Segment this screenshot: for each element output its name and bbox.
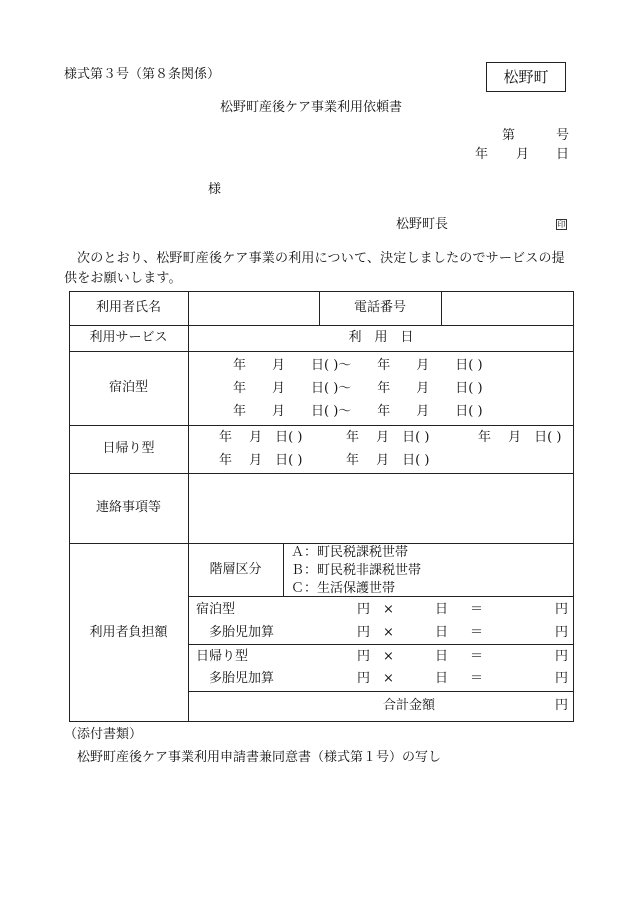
issuer-name: 松野町長 [396,217,449,232]
tier-label: 階層区分 [209,562,262,577]
fee-row-day-multi-yen-2: 円 [555,671,569,686]
fee-row-stay-multi-yen-1: 円 [357,625,371,640]
contact-notes-label: 連絡事項等 [95,500,161,515]
day-date-slot-5[interactable]: 年 月 日( ) [346,453,430,468]
fee-row-stay-multi-yen-2: 円 [555,625,569,640]
attachment-item: 松野町産後ケア事業利用申請書兼同意書（様式第１号）の写し [77,750,442,765]
fee-row-day-label: 日帰り型 [196,649,249,664]
number-go: 号 [556,128,570,143]
intro-paragraph: 次のとおり、松野町産後ケア事業の利用について、決定しましたのでサービスの提供をお願いします。 [64,251,565,286]
tier-b[interactable]: Ｂ：町民税非課税世帯 [291,563,422,578]
day-type-label: 日帰り型 [102,441,155,456]
fee-row-stay-equals: ＝ [470,602,484,617]
request-table [69,291,574,722]
stay-type-label: 宿泊型 [108,380,148,395]
fee-row-day-equals: ＝ [470,649,484,664]
fee-row-day-multi-times: × [383,671,394,686]
day-date-slot-3[interactable]: 年 月 日( ) [478,430,562,445]
attachment-label: （添付書類） [64,727,143,742]
fee-row-stay-multi-label: 多胎児加算 [209,625,275,640]
fee-row-stay-days: 日 [435,602,449,617]
tier-a[interactable]: Ａ：町民税課税世帯 [291,545,409,560]
number-dai: 第 [502,128,516,143]
fee-row-day-multi-yen-1: 円 [357,671,371,686]
contact-notes-field[interactable] [189,474,573,543]
date-day: 日 [556,147,570,162]
user-name-label: 利用者氏名 [95,300,161,315]
total-yen: 円 [555,698,569,713]
date-year: 年 [475,147,489,162]
stay-date-row-2[interactable]: 年 月 日( )～ 年 月 日( ) [233,381,483,396]
fee-row-day-yen-1: 円 [357,649,371,664]
document-title: 松野町産後ケア事業利用依頼書 [220,100,403,115]
fee-row-stay-yen-2: 円 [555,602,569,617]
user-burden-label: 利用者負担額 [89,625,168,640]
fee-row-day-days: 日 [435,649,449,664]
fee-row-stay-yen-1: 円 [357,602,371,617]
fee-row-day-multi-equals: ＝ [470,671,484,686]
phone-field[interactable] [442,292,573,325]
stay-date-row-3[interactable]: 年 月 日( )～ 年 月 日( ) [233,404,483,419]
fee-row-day-multi-label: 多胎児加算 [209,671,275,686]
stay-date-row-1[interactable]: 年 月 日( )～ 年 月 日( ) [233,358,483,373]
fee-row-stay-multi-days: 日 [435,625,449,640]
day-date-slot-2[interactable]: 年 月 日( ) [346,430,430,445]
day-date-slot-1[interactable]: 年 月 日( ) [219,430,303,445]
fee-row-day-times: × [383,649,394,664]
usage-day-label: 利 用 日 [348,330,414,345]
tier-c[interactable]: Ｃ：生活保護世帯 [291,581,396,596]
total-label: 合計金額 [383,698,436,713]
recipient-sama: 様 [208,182,222,197]
phone-label: 電話番号 [353,300,406,315]
user-name-field[interactable] [189,292,319,325]
fee-row-stay-label: 宿泊型 [196,602,236,617]
fee-row-stay-multi-times: × [383,625,394,640]
fee-row-stay-times: × [383,602,394,617]
fee-row-day-multi-days: 日 [435,671,449,686]
day-date-slot-4[interactable]: 年 月 日( ) [219,453,303,468]
date-month: 月 [516,147,530,162]
seal-icon: 印 [557,220,566,229]
service-label: 利用サービス [89,330,168,345]
form-number: 様式第３号（第８条関係） [64,67,221,82]
fee-row-day-yen-2: 円 [555,649,569,664]
municipality-box: 松野町 [486,62,566,92]
fee-row-stay-multi-equals: ＝ [470,625,484,640]
